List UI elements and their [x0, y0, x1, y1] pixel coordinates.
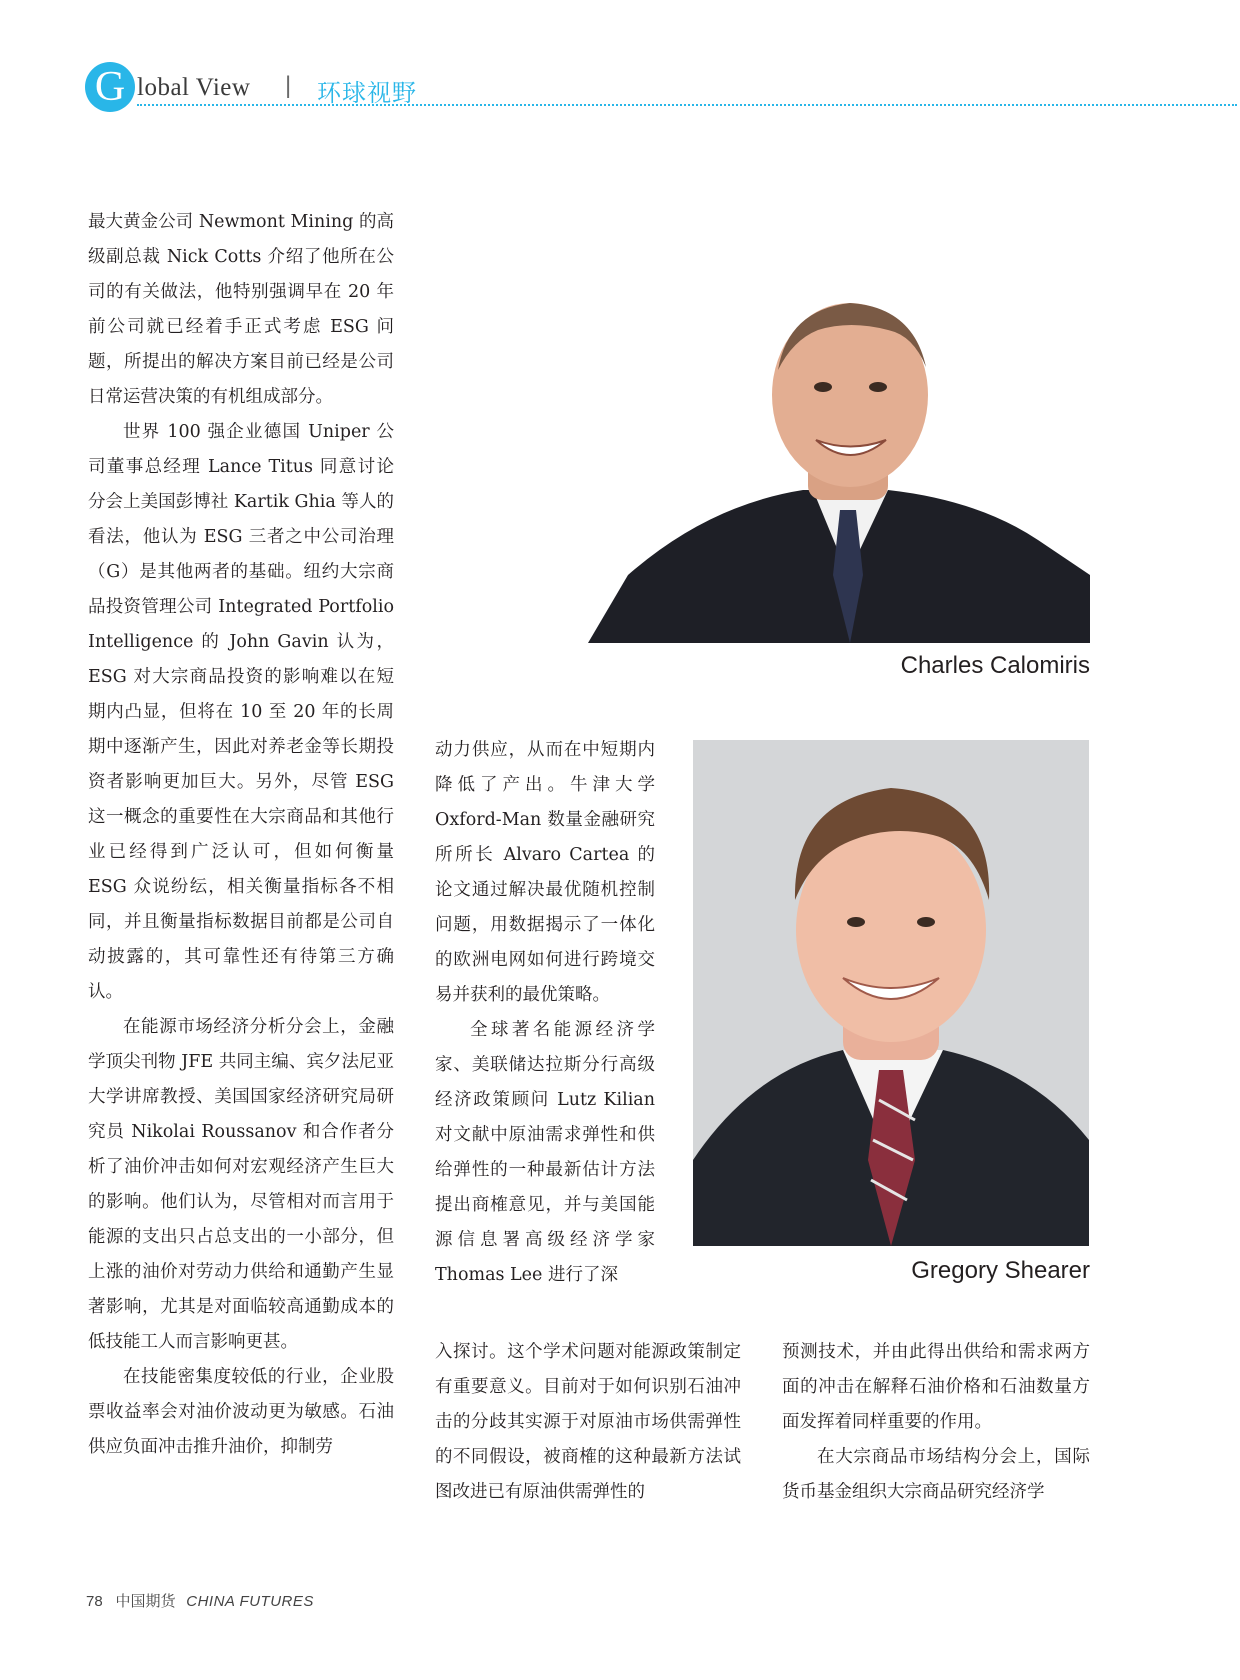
paragraph: 入探讨。这个学术问题对能源政策制定有重要意义。目前对于如何识别石油冲击的分歧其实源于对原油市场供需弹性的不同假设，被商榷的这种最新方法试图改进已有原油供需弹性的	[435, 1342, 741, 1502]
section-title-en: lobal View	[137, 74, 251, 101]
photo-caption: Gregory Shearer	[911, 1257, 1090, 1284]
text-column-2	[435, 733, 655, 1293]
portrait-illustration	[693, 740, 1089, 1246]
page-header	[85, 62, 1240, 112]
text-column-4	[782, 1335, 1090, 1510]
paragraph: 最大黄金公司 Newmont Mining 的高级副总裁 Nick Cotts 介绍了他所在公司的有关做法，他特别强调早在 20 年前公司就已经着手正式考虑 ESG 问题，所提出的解决方案目前已经是公司日常运营决策的有机组成部分。	[88, 212, 394, 407]
photo-caption: Charles Calomiris	[900, 652, 1090, 679]
text-column-1	[88, 205, 394, 1465]
portrait-photo-shearer	[693, 740, 1089, 1246]
page-number: 78	[86, 1593, 103, 1610]
paragraph: 全球著名能源经济学家、美联储达拉斯分行高级经济政策顾问 Lutz Kilian 对文献中原油需求弹性和供给弹性的一种最新估计方法提出商榷意见，并与美国能源信息署高级经济学家 Thomas Lee 进行了深	[435, 1020, 655, 1285]
section-logo-circle	[85, 62, 135, 112]
text-column-3	[435, 1335, 741, 1510]
paragraph: 在能源市场经济分析分会上，金融学顶尖刊物 JFE 共同主编、宾夕法尼亚大学讲席教授、美国国家经济研究局研究员 Nikolai Roussanov 和合作者分析了油价冲击如何对宏观经济产生巨大的影响。他们认为，尽管相对而言用于能源的支出只占总支出的一小部分，但上涨的油价对劳动力供给和通勤产生显著影响，尤其是对面临较高通勤成本的低技能工人而言影响更甚。	[88, 1017, 394, 1352]
portrait-illustration	[588, 275, 1090, 643]
paragraph: 在技能密集度较低的行业，企业股票收益率会对油价波动更为敏感。石油供应负面冲击推升油价，抑制劳	[88, 1367, 394, 1457]
portrait-photo-calomiris	[588, 275, 1090, 643]
section-title-cn: 环球视野	[317, 79, 417, 107]
paragraph: 预测技术，并由此得出供给和需求两方面的冲击在解释石油价格和石油数量方面发挥着同样重要的作用。	[782, 1342, 1090, 1432]
page-footer	[86, 1590, 314, 1611]
magazine-name-cn: 中国期货	[115, 1592, 176, 1610]
paragraph: 动力供应，从而在中短期内降低了产出。牛津大学 Oxford-Man 数量金融研究所所长 Alvaro Cartea 的论文通过解决最优随机控制问题，用数据揭示了一体化的欧洲电网如何进行跨境交易并获利的最优策略。	[435, 740, 655, 1005]
section-title-separator: |	[285, 72, 292, 99]
header-dotted-rule	[137, 104, 1237, 106]
paragraph: 在大宗商品市场结构分会上，国际货币基金组织大宗商品研究经济学	[782, 1447, 1090, 1502]
paragraph: 世界 100 强企业德国 Uniper 公司董事总经理 Lance Titus 同意讨论分会上美国彭博社 Kartik Ghia 等人的看法，他认为 ESG 三者之中公司治理（G）是其他两者的基础。纽约大宗商品投资管理公司 Integrated Portfolio Intelligence 的 John Gavin 认为，ESG 对大宗商品投资的影响难以在短期内凸显，但将在 10 至 20 年的长周期中逐渐产生，因此对养老金等长期投资者影响更加巨大。另外，尽管 ESG 这一概念的重要性在大宗商品和其他行业已经得到广泛认可，但如何衡量 ESG 众说纷纭，相关衡量指标各不相同，并且衡量指标数据目前都是公司自动披露的，其可靠性还有待第三方确认。	[88, 422, 394, 1002]
magazine-name-en: CHINA FUTURES	[186, 1593, 314, 1610]
section-logo-initial: G	[94, 64, 126, 110]
